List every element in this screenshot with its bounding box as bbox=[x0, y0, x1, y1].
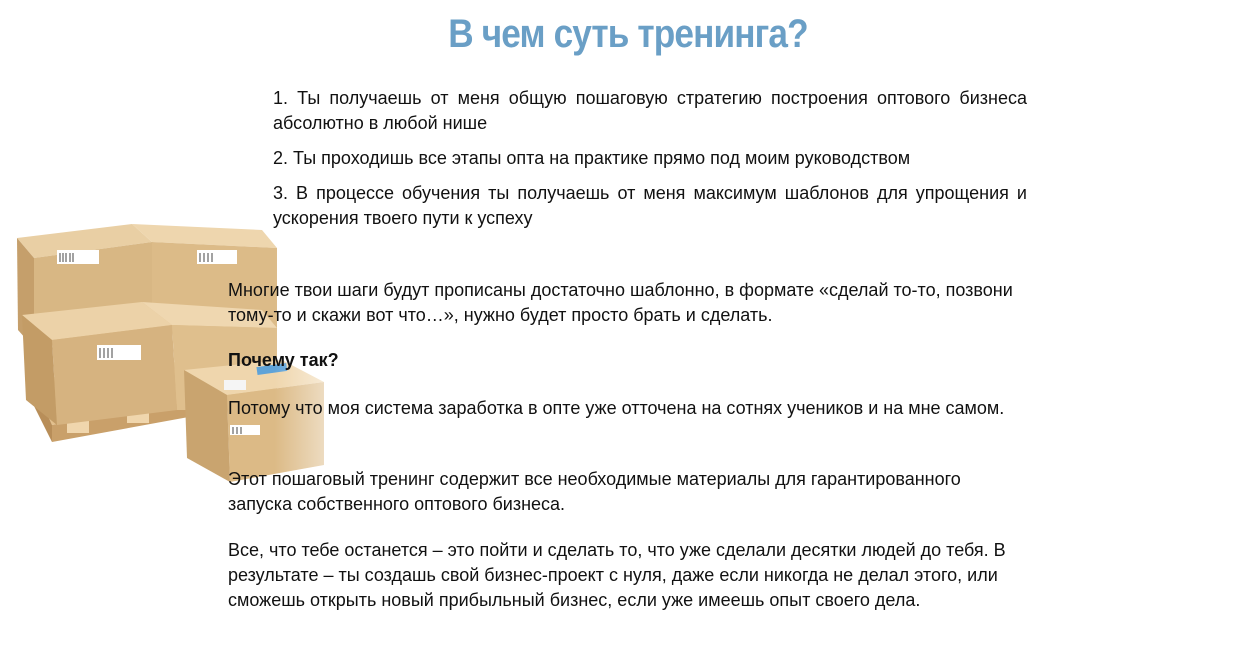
materials-paragraph: Этот пошаговый тренинг содержит все необходимые материалы для гарантированного запуска собственного оптового бизнеса. bbox=[228, 469, 961, 514]
list-item: 2. Ты проходишь все этапы опта на практике прямо под моим руководством bbox=[273, 148, 911, 168]
list-item: 3. В процессе обучения ты получаешь от меня максимум шаблонов для упрощения и ускорения твоего пути к успеху bbox=[273, 183, 1027, 228]
list-item: 1. Ты получаешь от меня общую пошаговую стратегию построения оптового бизнеса абсолютно в любой нише bbox=[273, 88, 1027, 133]
why-question: Почему так? bbox=[228, 350, 339, 370]
why-answer-paragraph: Потому что моя система заработка в опте уже отточена на сотнях учеников и на мне самом. bbox=[228, 398, 1005, 418]
result-paragraph: Все, что тебе останется – это пойти и сделать то, что уже сделали десятки людей до тебя. В результате – ты создашь свой бизнес-проект с нуля, даже если никогда не делал этого, или сможешь открыть новый прибыльный бизнес, если уже имеешь опыт своего дела. bbox=[228, 540, 1006, 610]
templates-paragraph: Многие твои шаги будут прописаны достаточно шаблонно, в формате «сделай то-то, позвони тому-то и скажи вот что…», нужно будет просто брать и сделать. bbox=[228, 280, 1013, 325]
page-title: В чем суть тренинга? bbox=[448, 12, 808, 56]
steps-list bbox=[273, 86, 1027, 241]
